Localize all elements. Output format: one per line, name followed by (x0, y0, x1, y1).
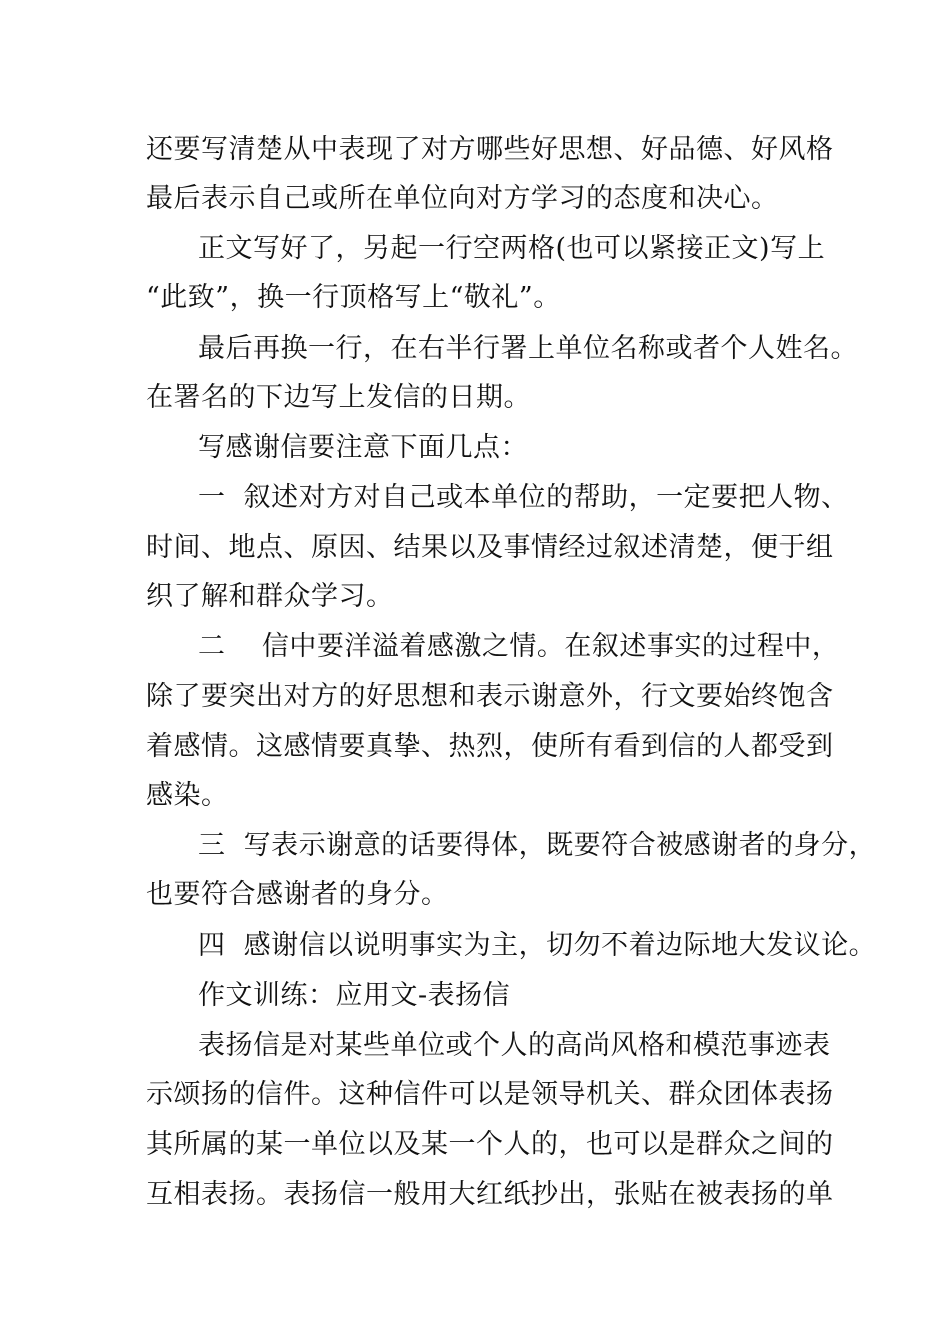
text-line: 二 信中要洋溢着感激之情。在叙述事实的过程中， (198, 631, 840, 662)
text-line: 感染。 (146, 780, 229, 811)
text-line: 也要符合感谢者的身分。 (146, 879, 449, 910)
text-line: 织了解和群众学习。 (146, 581, 394, 612)
text-line: 正文写好了，另起一行空两格(也可以紧接正文)写上 (198, 233, 826, 264)
text-line: 时间、地点、原因、结果以及事情经过叙述清楚，便于组 (146, 532, 834, 563)
text-line: 表扬信是对某些单位或个人的高尚风格和模范事迹表 (198, 1030, 831, 1061)
text-line: 还要写清楚从中表现了对方哪些好思想、好品德、好风格 (146, 134, 834, 165)
text-line: 在署名的下边写上发信的日期。 (146, 382, 531, 413)
text-line: 除了要突出对方的好思想和表示谢意外，行文要始终饱含 (146, 681, 834, 712)
text-line: 互相表扬。表扬信一般用大红纸抄出，张贴在被表扬的单 (146, 1179, 834, 1210)
section-heading: 作文训练：应用文-表扬信 (198, 980, 511, 1011)
text-line: 示颂扬的信件。这种信件可以是领导机关、群众团体表扬 (146, 1079, 834, 1110)
text-line: 四 感谢信以说明事实为主，切勿不着边际地大发议论。 (198, 930, 877, 961)
text-line: 最后再换一行，在右半行署上单位名称或者个人姓名。 (198, 333, 858, 364)
text-line: 其所属的某一单位以及某一个人的，也可以是群众之间的 (146, 1129, 834, 1160)
text-line: 写感谢信要注意下面几点： (198, 432, 528, 463)
text-line: “此致”，换一行顶格写上“敬礼”。 (146, 282, 561, 313)
text-line: 最后表示自己或所在单位向对方学习的态度和决心。 (146, 183, 779, 214)
text-line: 一 叙述对方对自己或本单位的帮助，一定要把人物、 (198, 482, 849, 513)
text-line: 三 写表示谢意的话要得体，既要符合被感谢者的身分， (198, 830, 877, 861)
text-line: 着感情。这感情要真挚、热烈，使所有看到信的人都受到 (146, 731, 834, 762)
